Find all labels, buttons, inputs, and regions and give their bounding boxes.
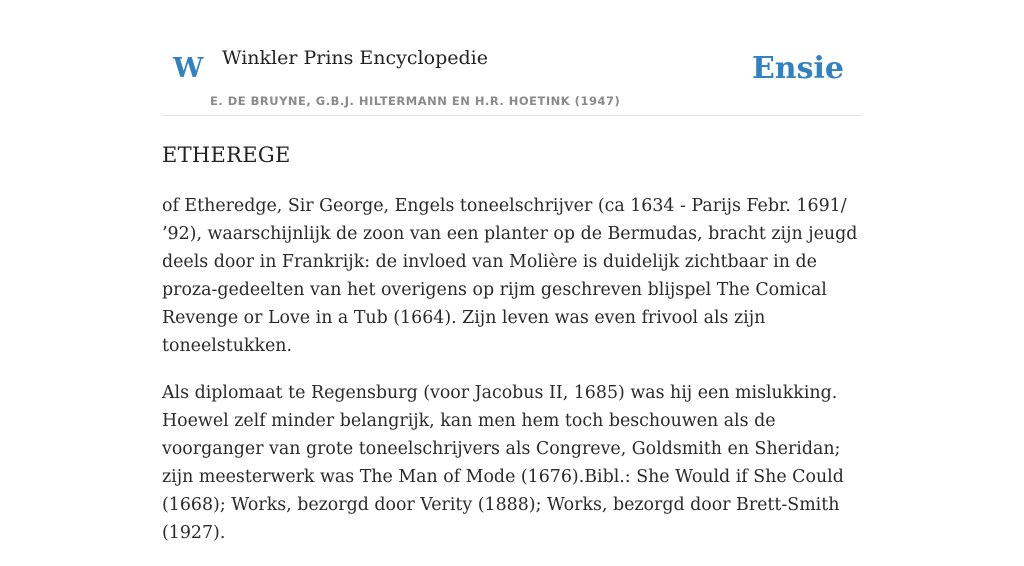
source-work-title[interactable]: Winkler Prins Encyclopedie [222,47,488,69]
entry-headword: ETHEREGE [162,143,291,167]
entry-body [162,192,862,566]
ensie-logo[interactable]: Ensie [751,51,844,86]
entry-paragraph: of Etheredge, Sir George, Engels toneelschrijver (ca 1634 - Parijs Febr. 1691/ ’92), waarschijnlijk de zoon van een planter op de Bermudas, bracht zijn jeugd deels door in Frankrijk: de invloed van Molière is duidelijk zichtbaar in de proza-gedeelten van het overigens op rijm geschreven blijspel The Comical Revenge or Love in a Tub (1664). Zijn leven was even frivool als zijn toneelstukken. [162,196,858,356]
source-authors: E. DE BRUYNE, G.B.J. HILTERMANN EN H.R. HOETINK (1947) [210,94,621,108]
article-page [162,0,862,543]
winkler-prins-logo[interactable]: W [173,53,204,84]
entry-paragraph: Als diplomaat te Regensburg (voor Jacobus II, 1685) was hij een mislukking. Hoewel zelf minder belangrijk, kan men hem toch beschouwen als de voorganger van grote toneelschrijvers als Congreve, Goldsmith en Sheridan; zijn meesterwerk was The Man of Mode (1676).Bibl.: She Would if She Could (1668); Works, bezorgd door Verity (1888); Works, bezorgd door Brett-Smith (1927). [162,383,844,543]
source-header [162,0,862,116]
